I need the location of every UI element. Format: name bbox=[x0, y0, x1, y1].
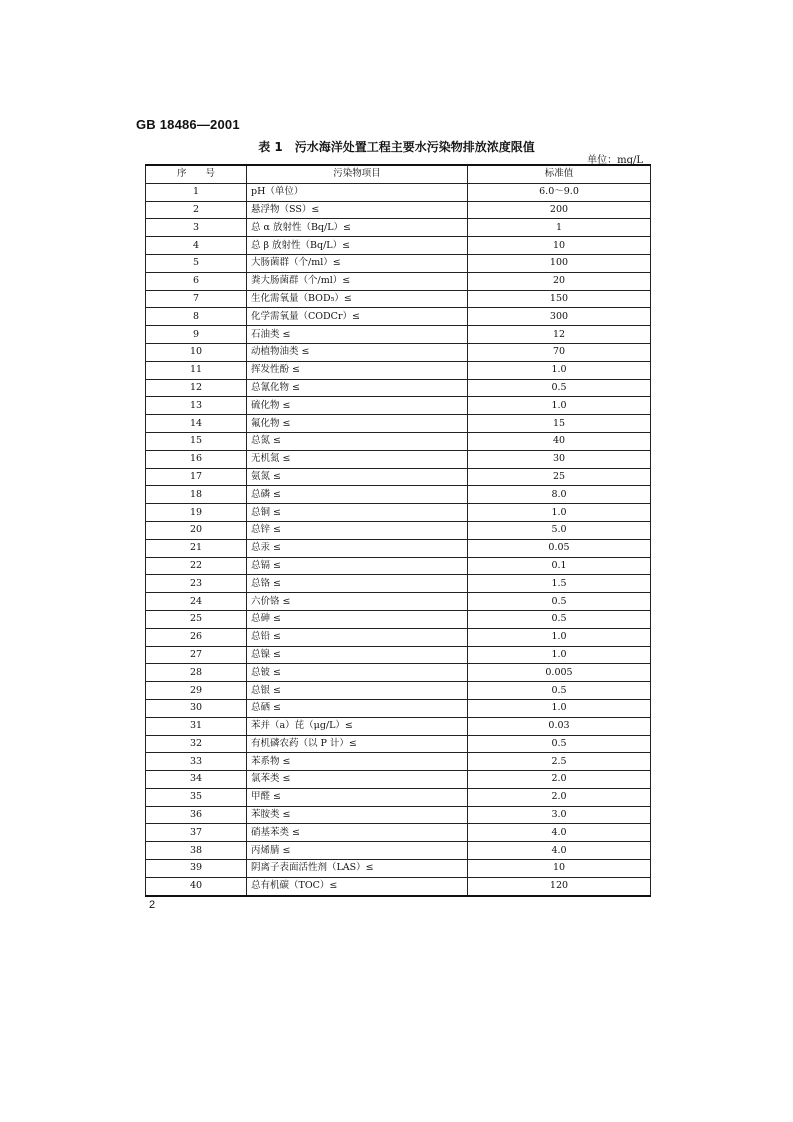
row-number: 13 bbox=[146, 397, 247, 415]
row-number: 18 bbox=[146, 486, 247, 504]
row-number: 35 bbox=[146, 788, 247, 806]
limit-value: 300 bbox=[468, 308, 651, 326]
table-row bbox=[146, 361, 651, 379]
pollutant-name: 总 α 放射性（Bq/L）≤ bbox=[247, 219, 468, 237]
row-number: 14 bbox=[146, 415, 247, 433]
table-row bbox=[146, 806, 651, 824]
row-number: 10 bbox=[146, 343, 247, 361]
row-number: 33 bbox=[146, 753, 247, 771]
limit-value: 2.0 bbox=[468, 788, 651, 806]
limit-value: 120 bbox=[468, 877, 651, 895]
limit-value: 2.5 bbox=[468, 753, 651, 771]
row-number: 12 bbox=[146, 379, 247, 397]
table-row bbox=[146, 575, 651, 593]
page-number: 2 bbox=[149, 899, 156, 911]
table-row bbox=[146, 415, 651, 433]
pollutant-name: 总铅 ≤ bbox=[247, 628, 468, 646]
limit-value: 70 bbox=[468, 343, 651, 361]
table-row bbox=[146, 237, 651, 255]
row-number: 19 bbox=[146, 504, 247, 522]
row-number: 1 bbox=[146, 183, 247, 201]
table-row bbox=[146, 343, 651, 361]
pollutant-name: 大肠菌群（个/ml）≤ bbox=[247, 254, 468, 272]
table-row bbox=[146, 450, 651, 468]
row-number: 24 bbox=[146, 593, 247, 611]
table-row bbox=[146, 486, 651, 504]
table-row bbox=[146, 593, 651, 611]
pollutant-name: 总汞 ≤ bbox=[247, 539, 468, 557]
table-row bbox=[146, 628, 651, 646]
table-row bbox=[146, 717, 651, 735]
pollutant-name: 氯苯类 ≤ bbox=[247, 771, 468, 789]
row-number: 20 bbox=[146, 521, 247, 539]
table-row bbox=[146, 504, 651, 522]
row-number: 9 bbox=[146, 326, 247, 344]
limit-value: 15 bbox=[468, 415, 651, 433]
unit-label: 单位：mg/L bbox=[587, 155, 643, 166]
table-row bbox=[146, 646, 651, 664]
row-number: 11 bbox=[146, 361, 247, 379]
row-number: 6 bbox=[146, 272, 247, 290]
limit-value: 0.005 bbox=[468, 664, 651, 682]
row-number: 2 bbox=[146, 201, 247, 219]
pollutant-name: 化学需氧量（CODCr）≤ bbox=[247, 308, 468, 326]
row-number: 15 bbox=[146, 432, 247, 450]
pollutant-name: 甲醛 ≤ bbox=[247, 788, 468, 806]
pollutant-name: 总磷 ≤ bbox=[247, 486, 468, 504]
limit-value: 2.0 bbox=[468, 771, 651, 789]
table-row bbox=[146, 682, 651, 700]
limit-value: 0.03 bbox=[468, 717, 651, 735]
pollutant-name: 动植物油类 ≤ bbox=[247, 343, 468, 361]
limit-value: 200 bbox=[468, 201, 651, 219]
pollutant-name: 总硒 ≤ bbox=[247, 699, 468, 717]
pollutant-name: 硝基苯类 ≤ bbox=[247, 824, 468, 842]
pollutant-name: 氨氮 ≤ bbox=[247, 468, 468, 486]
pollutant-name: 总镉 ≤ bbox=[247, 557, 468, 575]
table-row bbox=[146, 824, 651, 842]
limit-value: 30 bbox=[468, 450, 651, 468]
row-number: 29 bbox=[146, 682, 247, 700]
limit-value: 5.0 bbox=[468, 521, 651, 539]
pollutant-name: 苯系物 ≤ bbox=[247, 753, 468, 771]
table-row bbox=[146, 753, 651, 771]
row-number: 22 bbox=[146, 557, 247, 575]
pollutant-name: 总氰化物 ≤ bbox=[247, 379, 468, 397]
row-number: 5 bbox=[146, 254, 247, 272]
limit-value: 6.0～9.0 bbox=[468, 183, 651, 201]
pollutant-name: 总有机碳（TOC）≤ bbox=[247, 877, 468, 895]
row-number: 40 bbox=[146, 877, 247, 895]
table-header-row bbox=[146, 165, 651, 183]
limit-value: 1.0 bbox=[468, 628, 651, 646]
pollutant-name: 丙烯腈 ≤ bbox=[247, 842, 468, 860]
table-row bbox=[146, 735, 651, 753]
table-row bbox=[146, 664, 651, 682]
table-row bbox=[146, 788, 651, 806]
table-row bbox=[146, 254, 651, 272]
limit-value: 0.1 bbox=[468, 557, 651, 575]
pollutant-name: 无机氮 ≤ bbox=[247, 450, 468, 468]
limit-value: 20 bbox=[468, 272, 651, 290]
limit-value: 1 bbox=[468, 219, 651, 237]
pollutant-name: 总铍 ≤ bbox=[247, 664, 468, 682]
pollutant-name: 总铜 ≤ bbox=[247, 504, 468, 522]
pollutant-name: 总镍 ≤ bbox=[247, 646, 468, 664]
limit-value: 25 bbox=[468, 468, 651, 486]
limit-value: 4.0 bbox=[468, 824, 651, 842]
limit-value: 1.0 bbox=[468, 646, 651, 664]
table-row bbox=[146, 521, 651, 539]
limit-value: 8.0 bbox=[468, 486, 651, 504]
table-row bbox=[146, 308, 651, 326]
table-row bbox=[146, 539, 651, 557]
pollutant-name: 粪大肠菌群（个/ml）≤ bbox=[247, 272, 468, 290]
pollutant-name: 悬浮物（SS）≤ bbox=[247, 201, 468, 219]
pollutant-name: 总锌 ≤ bbox=[247, 521, 468, 539]
pollutant-name: 挥发性酚 ≤ bbox=[247, 361, 468, 379]
table-row bbox=[146, 842, 651, 860]
pollutant-name: 有机磷农药（以 P 计）≤ bbox=[247, 735, 468, 753]
row-number: 17 bbox=[146, 468, 247, 486]
pollutant-name: 六价铬 ≤ bbox=[247, 593, 468, 611]
table-row bbox=[146, 468, 651, 486]
pollutant-name: pH（单位） bbox=[247, 183, 468, 201]
row-number: 32 bbox=[146, 735, 247, 753]
row-number: 8 bbox=[146, 308, 247, 326]
table-row bbox=[146, 860, 651, 878]
column-header-no: 序 号 bbox=[146, 165, 247, 183]
limit-value: 1.0 bbox=[468, 361, 651, 379]
limit-value: 10 bbox=[468, 237, 651, 255]
row-number: 34 bbox=[146, 771, 247, 789]
pollutant-name: 总铬 ≤ bbox=[247, 575, 468, 593]
limit-value: 12 bbox=[468, 326, 651, 344]
limit-value: 40 bbox=[468, 432, 651, 450]
table-row bbox=[146, 201, 651, 219]
table-row bbox=[146, 379, 651, 397]
standard-code: GB 18486—2001 bbox=[136, 117, 240, 132]
limit-value: 1.0 bbox=[468, 504, 651, 522]
table-title: 表 1 污水海洋处置工程主要水污染物排放浓度限值 bbox=[258, 140, 535, 154]
pollutant-name: 苯胺类 ≤ bbox=[247, 806, 468, 824]
table-row bbox=[146, 219, 651, 237]
column-header-value: 标准值 bbox=[468, 165, 651, 183]
pollutant-name: 石油类 ≤ bbox=[247, 326, 468, 344]
pollutant-name: 氟化物 ≤ bbox=[247, 415, 468, 433]
row-number: 7 bbox=[146, 290, 247, 308]
row-number: 4 bbox=[146, 237, 247, 255]
table-row bbox=[146, 557, 651, 575]
limit-value: 0.5 bbox=[468, 610, 651, 628]
row-number: 3 bbox=[146, 219, 247, 237]
limit-value: 0.5 bbox=[468, 682, 651, 700]
row-number: 21 bbox=[146, 539, 247, 557]
row-number: 23 bbox=[146, 575, 247, 593]
limit-value: 1.0 bbox=[468, 699, 651, 717]
limit-value: 1.5 bbox=[468, 575, 651, 593]
table-row bbox=[146, 290, 651, 308]
row-number: 37 bbox=[146, 824, 247, 842]
table-body bbox=[146, 183, 651, 895]
limit-value: 150 bbox=[468, 290, 651, 308]
row-number: 16 bbox=[146, 450, 247, 468]
table-row bbox=[146, 326, 651, 344]
table-row bbox=[146, 397, 651, 415]
column-header-item: 污染物项目 bbox=[247, 165, 468, 183]
table-row bbox=[146, 432, 651, 450]
limit-value: 0.5 bbox=[468, 379, 651, 397]
row-number: 36 bbox=[146, 806, 247, 824]
row-number: 39 bbox=[146, 860, 247, 878]
pollutant-name: 苯并（a）芘（μg/L）≤ bbox=[247, 717, 468, 735]
pollutant-name: 阴离子表面活性剂（LAS）≤ bbox=[247, 860, 468, 878]
row-number: 30 bbox=[146, 699, 247, 717]
row-number: 31 bbox=[146, 717, 247, 735]
pollutant-name: 总氮 ≤ bbox=[247, 432, 468, 450]
table-row bbox=[146, 699, 651, 717]
table-row bbox=[146, 610, 651, 628]
limit-value: 10 bbox=[468, 860, 651, 878]
table-row bbox=[146, 877, 651, 895]
limit-value: 100 bbox=[468, 254, 651, 272]
table-row bbox=[146, 771, 651, 789]
pollutant-name: 总银 ≤ bbox=[247, 682, 468, 700]
pollutant-name: 生化需氧量（BOD₅）≤ bbox=[247, 290, 468, 308]
row-number: 25 bbox=[146, 610, 247, 628]
row-number: 38 bbox=[146, 842, 247, 860]
row-number: 28 bbox=[146, 664, 247, 682]
pollutant-name: 硫化物 ≤ bbox=[247, 397, 468, 415]
limit-value: 0.05 bbox=[468, 539, 651, 557]
row-number: 26 bbox=[146, 628, 247, 646]
row-number: 27 bbox=[146, 646, 247, 664]
limit-value: 3.0 bbox=[468, 806, 651, 824]
table-row bbox=[146, 272, 651, 290]
limit-value: 4.0 bbox=[468, 842, 651, 860]
pollutant-name: 总 β 放射性（Bq/L）≤ bbox=[247, 237, 468, 255]
limit-value: 1.0 bbox=[468, 397, 651, 415]
table-row bbox=[146, 183, 651, 201]
pollutant-limits-table bbox=[145, 164, 651, 897]
pollutant-name: 总砷 ≤ bbox=[247, 610, 468, 628]
limit-value: 0.5 bbox=[468, 735, 651, 753]
limit-value: 0.5 bbox=[468, 593, 651, 611]
